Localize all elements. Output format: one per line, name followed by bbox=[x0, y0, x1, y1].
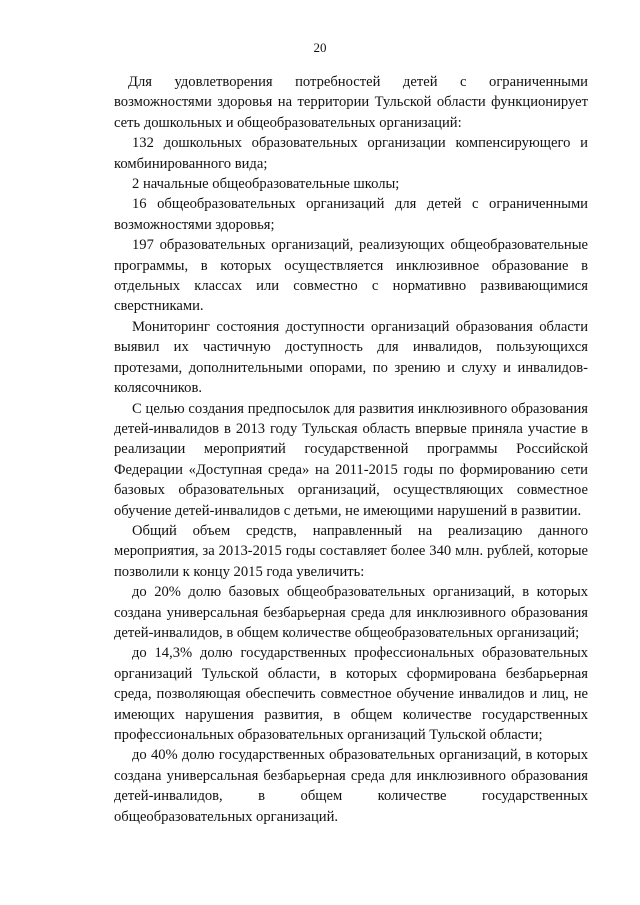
paragraph-funding: Общий объем средств, направленный на реализацию данного мероприятия, за 2013-2015 годы составляет более 340 млн. рублей, которые позволили к концу 2015 года увеличить: bbox=[114, 522, 588, 580]
page-number: 20 bbox=[313, 40, 327, 55]
document-body bbox=[114, 72, 588, 827]
paragraph-program-participation: С целью создания предпосылок для развития инклюзивного образования детей-инвалидов в 2013 году Тульская область впервые приняла участие в реализации мероприятий государственной программы Российской Федерации «Доступная среда» на 2011-2015 годы по формированию сети базовых образовательных организаций, осуществляющих совместное обучение детей-инвалидов с детьми, не имеющими нарушений в развитии. bbox=[114, 400, 588, 519]
paragraph-primary-schools: 2 начальные общеобразовательные школы; bbox=[132, 176, 400, 193]
paragraph-network-intro: Для удовлетворения потребностей детей с ограниченными возможностями здоровья на территории Тульской области функционирует сеть дошкольных и общеобразовательных организаций: bbox=[114, 74, 588, 131]
paragraph-result-state-schools: до 40% долю государственных образовательных организаций, в которых создана универсальная безбарьерная среда для инклюзивного образования детей-инвалидов, в общем количестве государственных общеобразовательных организаций. bbox=[114, 747, 588, 825]
paragraph-inclusive-organizations: 197 образовательных организаций, реализующих общеобразовательные программы, в которых осуществляется инклюзивное образование в отдельных классах или совместно с нормативно развивающимися сверстниками. bbox=[114, 237, 588, 315]
paragraph-monitoring: Мониторинг состояния доступности организаций образования области выявил их частичную доступность для инвалидов, пользующихся протезами, дополнительными опорами, по зрению и слуху и инвалидов-колясочников. bbox=[114, 318, 588, 397]
paragraph-preschool-count: 132 дошкольных образовательных организации компенсирующего и комбинированного вида; bbox=[114, 135, 588, 172]
paragraph-result-base-schools: до 20% долю базовых общеобразовательных организаций, в которых создана универсальная безбарьерная среда для инклюзивного образования детей-инвалидов, в общем количестве общеобразовательных организаций; bbox=[114, 584, 588, 641]
paragraph-special-schools: 16 общеобразовательных организаций для детей с ограниченными возможностями здоровья; bbox=[114, 196, 588, 233]
paragraph-result-professional: до 14,3% долю государственных профессиональных образовательных организаций Тульской области, в которых сформирована безбарьерная среда, позволяющая обеспечить совместное обучение инвалидов и лиц, не имеющих нарушения развития, в общем количестве государственных профессиональных образовательных организаций Тульской области; bbox=[114, 645, 588, 743]
